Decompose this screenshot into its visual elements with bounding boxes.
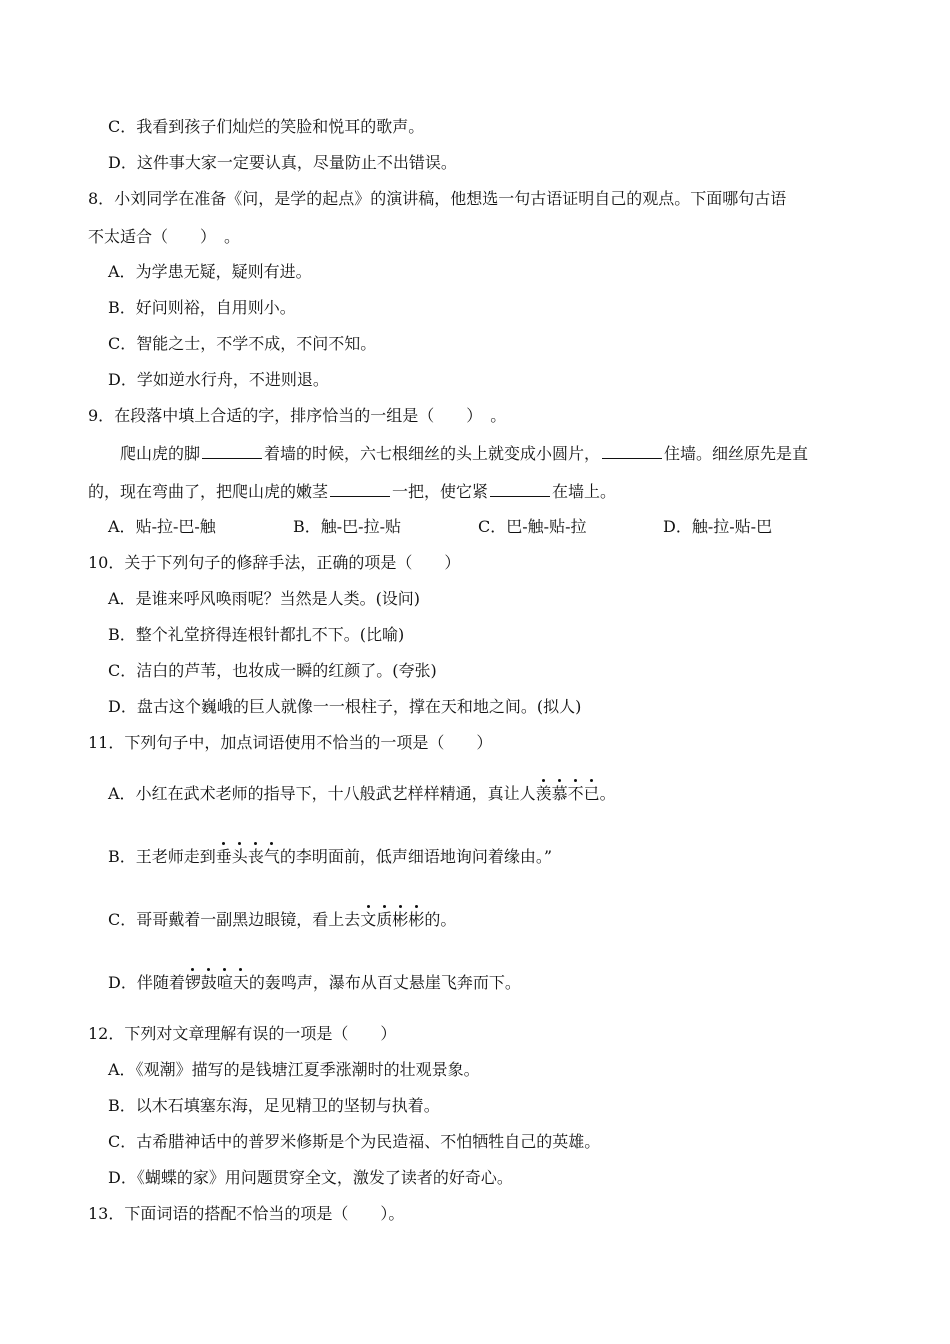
option-label: A． <box>108 262 136 281</box>
q9-passage-line1 <box>120 442 808 464</box>
option-text: 伴随着 <box>136 973 185 992</box>
question-number: 13． <box>88 1204 125 1223</box>
q10-option-b <box>108 625 404 645</box>
passage-text: 爬山虎的脚 <box>120 444 201 463</box>
q12-option-b <box>108 1096 440 1116</box>
option-label: C． <box>108 117 137 136</box>
option-label: C． <box>478 517 507 536</box>
option-text: 触-拉-贴-巴 <box>691 517 773 536</box>
q10-option-a <box>108 589 420 609</box>
option-text: 。 <box>599 784 616 803</box>
passage-text: 住墙。细丝原先是直 <box>664 444 809 463</box>
option-label: A． <box>108 1060 136 1079</box>
option-text: 小红在武术老师的指导下，十八般武艺样样精通，真让人 <box>135 784 536 803</box>
question-text: 下列对文章理解有误的一项是（ ） <box>124 1024 397 1043</box>
option-label: D． <box>108 973 137 992</box>
passage-text: 着墙的时候，六七根细丝的头上就变成小圆片， <box>264 444 601 463</box>
question-number: 11． <box>88 733 125 752</box>
option-label: B． <box>108 1096 136 1115</box>
option-text: 好问则裕，自用则小。 <box>135 298 296 317</box>
q10-option-d <box>108 697 581 717</box>
fill-blank-1 <box>202 442 262 459</box>
q9-stem <box>88 406 506 426</box>
dotted-char: 慕 <box>551 784 568 803</box>
q8-stem <box>88 189 786 209</box>
option-text: 哥哥戴着一副黑边眼镜，看上去 <box>136 910 361 929</box>
option-text: 王老师走到 <box>135 847 216 866</box>
question-number: 10． <box>88 553 125 572</box>
option-label: A． <box>108 589 136 608</box>
dotted-char: 喧 <box>216 973 233 992</box>
option-label: B． <box>108 298 136 317</box>
q11-option-b <box>108 847 552 867</box>
dotted-char: 气 <box>263 847 280 866</box>
q12-option-d <box>108 1168 513 1188</box>
question-text: 下面词语的搭配不恰当的项是（ ）。 <box>124 1204 405 1223</box>
option-label: A． <box>108 784 136 803</box>
question-text: 小刘同学在准备《问，是学的起点》的演讲稿，他想选一句古语证明自己的观点。下面哪句古语 <box>114 189 787 208</box>
q9-option-a <box>108 517 293 537</box>
option-label: D． <box>108 153 137 172</box>
option-label: D． <box>108 697 137 716</box>
option-label: C． <box>108 1132 137 1151</box>
q12-option-c <box>108 1132 600 1152</box>
option-text: 的轰鸣声，瀑布从百丈悬崖飞奔而下。 <box>248 973 521 992</box>
dotted-char: 羡 <box>535 784 552 803</box>
option-label: D． <box>108 1168 137 1187</box>
option-text: 以木石填塞东海，足见精卫的坚韧与执着。 <box>135 1096 440 1115</box>
dotted-char: 质 <box>376 910 393 929</box>
question-number: 9． <box>88 406 115 425</box>
option-text: 的。 <box>424 910 457 929</box>
q8-option-c <box>108 334 376 354</box>
option-label: C． <box>108 334 137 353</box>
q12-option-a <box>108 1060 480 1080</box>
dotted-char: 鼓 <box>200 973 217 992</box>
option-text: 盘古这个巍峨的巨人就像一一根柱子，撑在天和地之间。(拟人) <box>136 697 582 716</box>
q8-option-a <box>108 262 312 282</box>
q9-passage-line2 <box>88 480 616 502</box>
option-label: C． <box>108 910 137 929</box>
question-text: 下列句子中，加点词语使用不恰当的一项是（ ） <box>124 733 493 752</box>
dotted-char: 彬 <box>392 910 409 929</box>
option-label: D． <box>663 517 692 536</box>
dotted-char: 已 <box>583 784 600 803</box>
option-label: C． <box>108 661 137 680</box>
option-text: 我看到孩子们灿烂的笑脸和悦耳的歌声。 <box>136 117 425 136</box>
option-text: 的李明面前，低声细语地询问着缘由。” <box>279 847 553 866</box>
dotted-char: 不 <box>567 784 584 803</box>
option-text: 《蝴蝶的家》用问题贯穿全文，激发了读者的好奇心。 <box>136 1168 513 1187</box>
passage-text: 一把，使它紧 <box>392 482 489 501</box>
fill-blank-3 <box>330 480 390 497</box>
option-label: B． <box>108 625 136 644</box>
q9-option-c <box>478 517 663 537</box>
fill-blank-2 <box>602 442 662 459</box>
dotted-char: 天 <box>232 973 249 992</box>
q8-stem-continued <box>88 227 240 247</box>
dotted-char: 锣 <box>184 973 201 992</box>
q10-option-c <box>108 661 437 681</box>
dotted-char: 垂 <box>215 847 232 866</box>
fill-blank-4 <box>490 480 550 497</box>
option-text: 《观潮》描写的是钱塘江夏季涨潮时的壮观景象。 <box>135 1060 480 1079</box>
dotted-char: 彬 <box>408 910 425 929</box>
option-text: 古希腊神话中的普罗米修斯是个为民造福、不怕牺牲自己的英雄。 <box>136 1132 601 1151</box>
passage-text: 在墙上。 <box>552 482 617 501</box>
q8-option-d <box>108 370 329 390</box>
q9-option-d <box>663 517 848 537</box>
option-text: 为学患无疑，疑则有进。 <box>135 262 312 281</box>
q10-stem <box>88 553 460 573</box>
question-text: 在段落中填上合适的字，排序恰当的一组是（ ） 。 <box>114 406 507 425</box>
passage-text: 的，现在弯曲了，把爬山虎的嫩茎 <box>88 482 329 501</box>
option-text: 这件事大家一定要认真，尽量防止不出错误。 <box>136 153 457 172</box>
option-text: 智能之士，不学不成，不问不知。 <box>136 334 377 353</box>
option-text: 学如逆水行舟，不进则退。 <box>136 370 329 389</box>
option-text: 巴-触-贴-拉 <box>506 517 587 536</box>
dotted-char: 丧 <box>247 847 264 866</box>
option-text: 整个礼堂挤得连根针都扎不下。(比喻) <box>135 625 405 644</box>
dotted-char: 头 <box>231 847 248 866</box>
q11-option-c <box>108 910 456 930</box>
q9-options-row <box>108 517 868 537</box>
question-number: 12． <box>88 1024 125 1043</box>
q13-stem <box>88 1204 404 1224</box>
q11-option-a <box>108 784 616 804</box>
option-text: 贴-拉-巴-触 <box>135 517 216 536</box>
q11-option-d <box>108 973 521 993</box>
option-text: 触-巴-拉-贴 <box>320 517 401 536</box>
option-label: B． <box>293 517 321 536</box>
question-text: 不太适合（ ） 。 <box>88 227 241 246</box>
option-label: A． <box>108 517 136 536</box>
option-label: B． <box>108 847 136 866</box>
question-number: 8． <box>88 189 115 208</box>
option-label: D． <box>108 370 137 389</box>
option-text: 是谁来呼风唤雨呢？当然是人类。(设问) <box>135 589 421 608</box>
q8-option-b <box>108 298 296 318</box>
dotted-char: 文 <box>360 910 377 929</box>
q11-stem <box>88 733 492 753</box>
option-text: 洁白的芦苇，也妆成一瞬的红颜了。(夸张) <box>136 661 437 680</box>
question-text: 关于下列句子的修辞手法，正确的项是（ ） <box>124 553 461 572</box>
q12-stem <box>88 1024 396 1044</box>
q9-option-b <box>293 517 478 537</box>
q7-option-c <box>108 117 424 137</box>
q7-option-d <box>108 153 457 173</box>
